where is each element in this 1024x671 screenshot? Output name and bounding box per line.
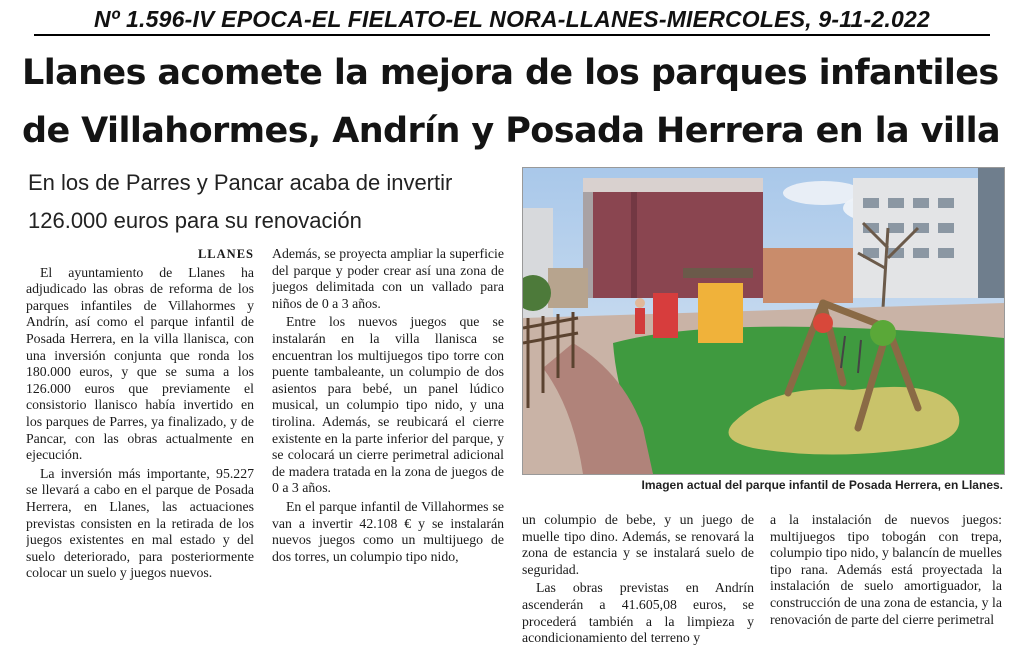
masthead-issue-line: Nº 1.596-IV EPOCA-EL FIELATO-EL NORA-LLANES-MIERCOLES, 9-11-2.022: [34, 4, 990, 36]
subheadline-line-1: En los de Parres y Pancar acaba de invertir: [28, 170, 453, 195]
headline-line-1: Llanes acomete la mejora de los parques infantiles: [22, 53, 999, 93]
subheadline: [28, 164, 518, 240]
dateline: LLANES: [197, 247, 254, 261]
paragraph: a la instalación de nuevos juegos: multijuegos tipo tobogán con trepa, columpio tipo nido, y balancín de muelles tipo rana. Además está proyectada la instalación de suelo amortiguador, la construcción de una zona de estancia, y la renovación de parte del cierre perimetral: [770, 512, 1002, 627]
paragraph: El ayuntamiento de Llanes ha adjudicado las obras de reforma de los parques infantiles de Villahormes y Andrín, así como el parque infantil de Posada Herrera, en la villa llanisca, con una inversión conjunta que ronda los 180.000 euros, y que se suma a los 126.000 euros que previamente el consistorio llanisco había invertido en los parques de Parres, ya finalizado, y de Pancar, con las obras actualmente en ejecución.: [26, 264, 254, 463]
article-column-4: [770, 512, 1002, 671]
article-column-2: [272, 246, 504, 671]
paragraph: Entre los nuevos juegos que se instalarán en la villa llanisca se encuentran los multijuegos tipo torre con puente tambaleante, un columpio de dos asientos para bebé, un panel lúdico musical, un columpio tipo nido, y una tirolina. Además, se reubicará el cierre existente en la parte inferior del parque, y se colocará un cierre perimetral adicional de madera tratada en la zona de juegos de 0 a 3 años.: [272, 314, 504, 496]
paragraph: La inversión más importante, 95.227 se llevará a cabo en el parque de Posada Herrera, en Llanes, las actuaciones previstas consisten en la retirada de los juegos existentes en mal estado y del suelo deteriorado, para posteriormente colocar un suelo y juegos nuevos.: [26, 465, 254, 581]
article-column-3: [522, 512, 754, 671]
photo-caption: Imagen actual del parque infantil de Posada Herrera, en Llanes.: [641, 478, 1003, 492]
headline: [22, 44, 1012, 160]
playground-photo-illustration: [523, 168, 1004, 474]
article-column-1: [26, 246, 254, 671]
paragraph: En el parque infantil de Villahormes se van a invertir 42.108 € y se instalarán nuevos juegos como un multijuego de dos torres, un columpio tipo nido,: [272, 498, 504, 564]
headline-line-2: de Villahormes, Andrín y Posada Herrera en la villa: [22, 111, 1001, 151]
paragraph: Las obras previstas en Andrín ascenderán a 41.605,08 euros, se procederá también a la limpieza y acondicionamiento del terreno y: [522, 580, 754, 646]
paragraph: Además, se proyecta ampliar la superficie del parque y poder crear así una zona de juegos delimitada con un vallado para niños de 0 a 3 años.: [272, 246, 504, 311]
playground-photo: [522, 167, 1005, 475]
subheadline-line-2: 126.000 euros para su renovación: [28, 208, 362, 233]
paragraph: un columpio de bebe, y un juego de muelle tipo dino. Además, se renovará la zona de estancia y se instalará suelo de seguridad.: [522, 512, 754, 577]
